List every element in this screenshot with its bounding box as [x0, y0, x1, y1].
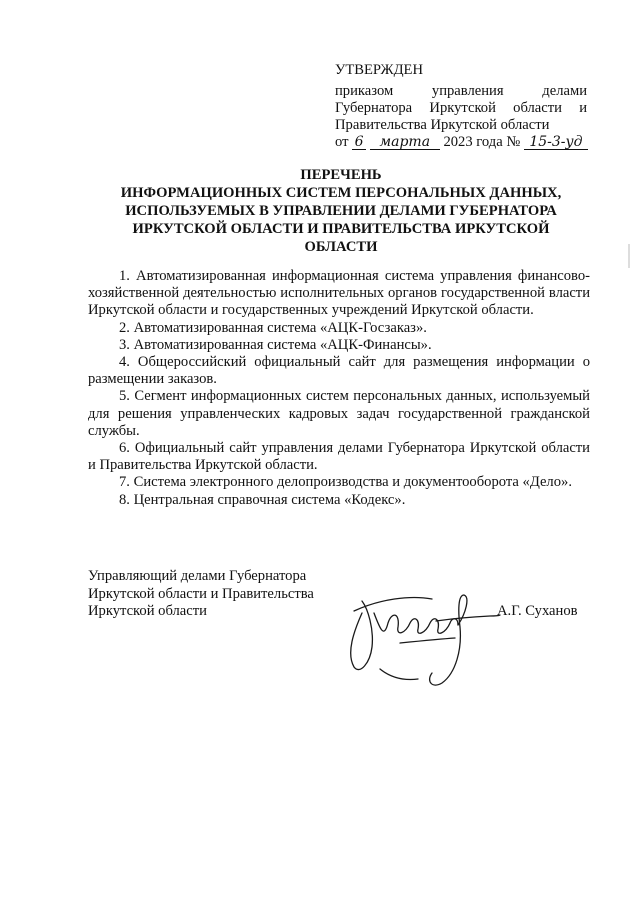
date-prefix: от [335, 134, 349, 150]
list-item: 8. Центральная справочная система «Кодекс». [119, 491, 406, 508]
list-item: 7. Система электронного делопроизводства и документооборота «Дело». [119, 474, 572, 491]
date-year: 2023 года № [443, 134, 521, 150]
document-title [95, 166, 587, 256]
position-line-2: Иркутской области и Правительства [88, 585, 314, 602]
systems-list [88, 268, 590, 509]
list-item: 2. Автоматизированная система «АЦК-Госзаказ». [119, 319, 427, 336]
signatory-name: А.Г. Суханов [497, 603, 578, 619]
doc-number-field [524, 135, 588, 150]
handwritten-signature [340, 583, 505, 693]
position-line-3: Иркутской области [88, 603, 207, 619]
list-item: 3. Автоматизированная система «АЦК-Финансы». [119, 336, 432, 353]
approval-date-line [335, 134, 587, 151]
title-line-5: ОБЛАСТИ [304, 239, 378, 255]
signatory-position [88, 568, 338, 621]
list-item: 4. Общероссийский официальный сайт для размещения информации о размещении заказов. [88, 354, 590, 388]
approval-heading: УТВЕРЖДЕН [335, 62, 423, 78]
date-month-field [370, 135, 440, 150]
approval-line-1: приказом управления делами [335, 83, 587, 99]
date-day: 6 [354, 134, 364, 150]
doc-number: 15-3-уд [529, 134, 583, 150]
title-line-4: ИРКУТСКОЙ ОБЛАСТИ И ПРАВИТЕЛЬСТВА ИРКУТСКОЙ [132, 221, 550, 237]
list-item: 1. Автоматизированная информационная система управления финансово-хозяйственной деятельностью исполнительных органов государственной власти Иркутской области и государственных учреждений Иркутской области. [88, 268, 590, 319]
date-day-field [352, 135, 366, 150]
date-month: марта [379, 134, 431, 150]
list-item: 5. Сегмент информационных систем персональных данных, используемый для решения управленческих кадровых задач государственной гражданской службы. [88, 388, 590, 439]
approval-line-2: Губернатора Иркутской области и [335, 100, 587, 116]
position-line-1: Управляющий делами Губернатора [88, 568, 307, 584]
title-line-3: ИСПОЛЬЗУЕМЫХ В УПРАВЛЕНИИ ДЕЛАМИ ГУБЕРНАТОРА [125, 203, 557, 219]
approval-block [335, 62, 587, 151]
margin-mark [626, 244, 632, 268]
title-line-1: ПЕРЕЧЕНЬ [300, 167, 382, 183]
title-line-2: ИНФОРМАЦИОННЫХ СИСТЕМ ПЕРСОНАЛЬНЫХ ДАННЫХ, [120, 185, 562, 201]
list-item: 6. Официальный сайт управления делами Губернатора Иркутской области и Правительства Иркутской области. [88, 440, 590, 474]
approval-line-3: Правительства Иркутской области [335, 117, 550, 133]
